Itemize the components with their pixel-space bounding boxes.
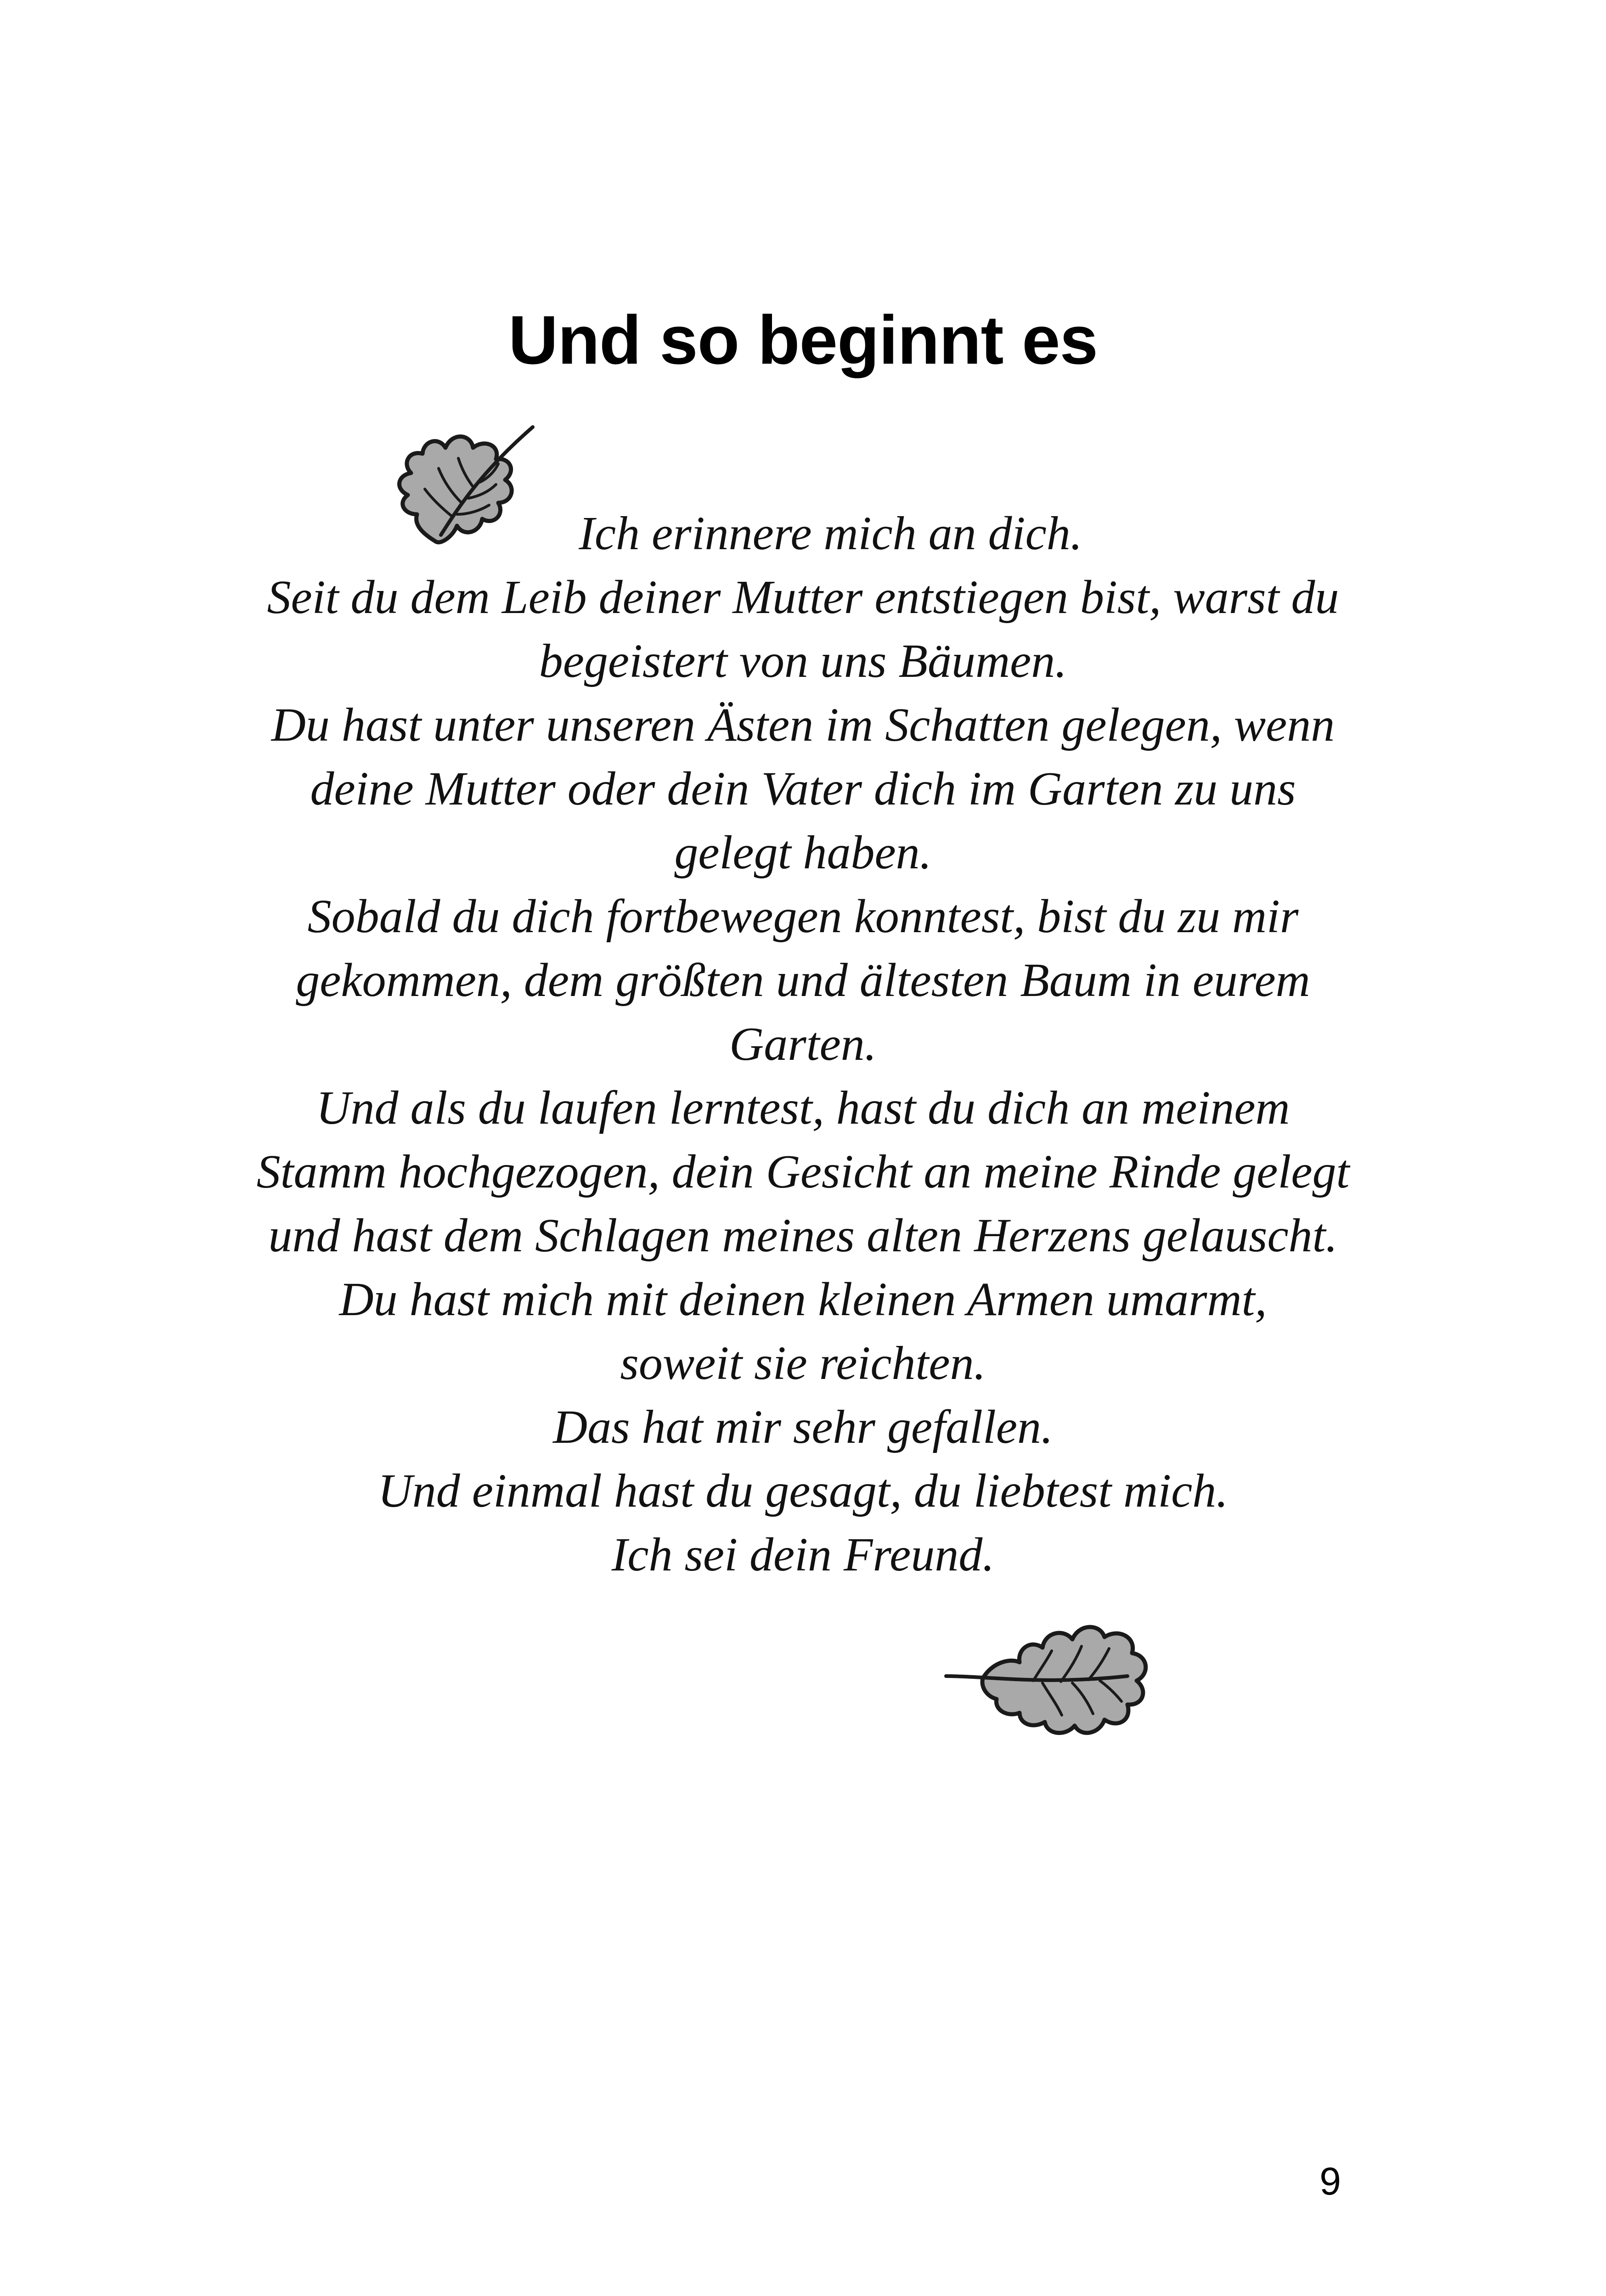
- poem-line: soweit sie reichten.: [620, 1337, 986, 1390]
- poem-line: Ich erinnere mich an dich.: [579, 507, 1082, 560]
- poem-line: Du hast mich mit deinen kleinen Armen umarmt,: [339, 1273, 1267, 1326]
- poem-line: und hast dem Schlagen meines alten Herzens gelauscht.: [268, 1209, 1338, 1262]
- oak-leaf-icon: [941, 1607, 1162, 1745]
- poem-line: Und einmal hast du gesagt, du liebtest mich.: [378, 1464, 1228, 1517]
- poem-line: gekommen, dem größten und ältesten Baum in eurem: [296, 954, 1310, 1007]
- page-number: 9: [1319, 2160, 1341, 2203]
- poem-line: begeistert von uns Bäumen.: [539, 635, 1067, 687]
- poem-line: gelegt haben.: [674, 826, 932, 879]
- poem-line: Und als du laufen lerntest, hast du dich an meinem: [316, 1081, 1290, 1134]
- poem-line: Ich sei dein Freund.: [611, 1528, 995, 1581]
- poem-line: Garten.: [729, 1018, 877, 1070]
- oak-leaf-bottom-drawing: [946, 1627, 1146, 1733]
- poem-line: deine Mutter oder dein Vater dich im Garten zu uns: [310, 762, 1296, 815]
- poem-text: [184, 501, 1422, 1587]
- poem-line: Das hat mir sehr gefallen.: [552, 1401, 1054, 1453]
- poem-line: Seit du dem Leib deiner Mutter entstiegen bist, warst du: [267, 571, 1339, 624]
- poem-line: Du hast unter unseren Ästen im Schatten gelegen, wenn: [271, 698, 1335, 751]
- poem-line: Stamm hochgezogen, dein Gesicht an meine Rinde gelegt: [256, 1145, 1350, 1198]
- page-title: Und so beginnt es: [508, 301, 1098, 378]
- poem-line: Sobald du dich fortbewegen konntest, bist du zu mir: [307, 890, 1299, 943]
